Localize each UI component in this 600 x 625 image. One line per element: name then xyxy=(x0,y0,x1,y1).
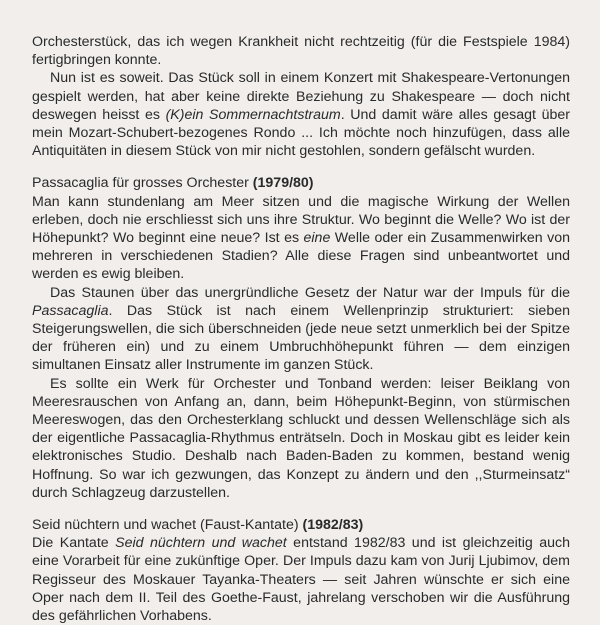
faust-years: (1982/83) xyxy=(298,517,364,534)
faust-p1-emphasis: Seid nüchtern und wachet xyxy=(115,535,287,552)
passacaglia-section xyxy=(32,174,570,502)
section-gap xyxy=(32,160,570,174)
passacaglia-years: (1979/80) xyxy=(248,175,314,192)
intro-paragraph-1: Orchesterstück, das ich wegen Krankheit nicht rechtzeitig (für die Festspiele 1984) fertigbringen konnte. xyxy=(32,34,570,69)
intro-p2-text-b: . Und damit wäre alles gesagt über mein Mozart-Schubert-bezogenes Rondo ... Ich möchte noch hinzufügen, dass alle Antiquitäten in diesem Stück von mir nicht gestohlen, sondern gefälscht wurden. xyxy=(32,106,570,160)
intro-p2-text-a: Nun ist es soweit. Das Stück soll in einem Konzert mit Shakespeare-Vertonungen gespielt werden, hat aber keine direkte Beziehung zu Shakespeare — doch nicht deswegen heisst es xyxy=(32,70,570,123)
section-gap xyxy=(32,502,570,516)
faust-title: Seid nüchtern und wachet (Faust-Kantate) xyxy=(32,517,299,534)
passacaglia-heading xyxy=(32,174,570,192)
intro-section xyxy=(32,33,570,160)
intro-p2-title-emphasis: (K)ein Sommernachtstraum xyxy=(165,106,341,123)
faust-p1-text-b: entstand 1982/83 und ist gleichzeitig auch eine Vorarbeit für eine zukünftige Oper. Der Impuls dazu kam von Jurij Ljubimov, dem Regisseur des Moskauer Tayanka-Theaters — seit Jahren wünschte er sich eine Oper nach dem II. Teil des Goethe-Faust, jahrelang verschoben wir die Ausführung des gefährlichen Vorhabens. xyxy=(32,535,570,625)
faust-section xyxy=(32,516,570,625)
passacaglia-p2-text-b: . Das Stück ist nach einem Wellenprinzip strukturiert: sieben Steigerungswellen, die sich überschneiden (jede neue setzt unmerklich bei der Spitze der früheren ein) und zu einem Umbruchhöhepunkt führen — dem einzigen simultanen Einsatz aller Instrumente im ganzen Stück. xyxy=(32,302,570,374)
passacaglia-paragraph-2 xyxy=(32,284,570,375)
intro-paragraph-2 xyxy=(32,69,570,160)
faust-heading xyxy=(32,516,570,534)
passacaglia-p1-emphasis: eine xyxy=(303,230,331,247)
faust-p1-text-a: Die Kantate xyxy=(32,535,116,552)
passacaglia-paragraph-1 xyxy=(32,193,570,284)
passacaglia-p1-text-b: Welle oder ein Zusammenwirken von mehreren in verschiedenen Stadien? Alle diese Fragen sind unbeantwortet und werden es ewig bleiben. xyxy=(32,230,570,283)
passacaglia-title: Passacaglia für grosses Orchester xyxy=(32,175,249,192)
passacaglia-p2-text-a: Das Staunen über das unergründliche Gesetz der Natur war der Impuls für die xyxy=(50,284,570,301)
faust-paragraph-1 xyxy=(32,534,570,625)
passacaglia-p2-emphasis: Passacaglia xyxy=(32,302,109,319)
passacaglia-paragraph-3: Es sollte ein Werk für Orchester und Tonband werden: leiser Beiklang von Meeresrauschen von Anfang an, dann, beim Höhepunkt-Beginn, von stürmischen Meereswogen, das den Orchesterklang schluckt und dessen Wellenschläge sich als der eigentliche Passacaglia-Rhythmus enträtseln. Doch in Moskau gibt es leider kein elektronisches Studio. Deshalb nach Baden-Baden zu kommen, bestand wenig Hoffnung. So war ich gezwungen, das Konzept zu ändern und den ,,Sturmeinsatz“ durch Schlagzeug darzustellen. xyxy=(32,375,570,501)
passacaglia-p1-text-a: Man kann stundenlang am Meer sitzen und die magische Wirkung der Wellen erleben, doch nie erschliesst sich uns ihre Struktur. Wo beginnt die Welle? Wo ist der Höhepunkt? Wo beginnt eine neue? Ist es xyxy=(32,193,570,247)
